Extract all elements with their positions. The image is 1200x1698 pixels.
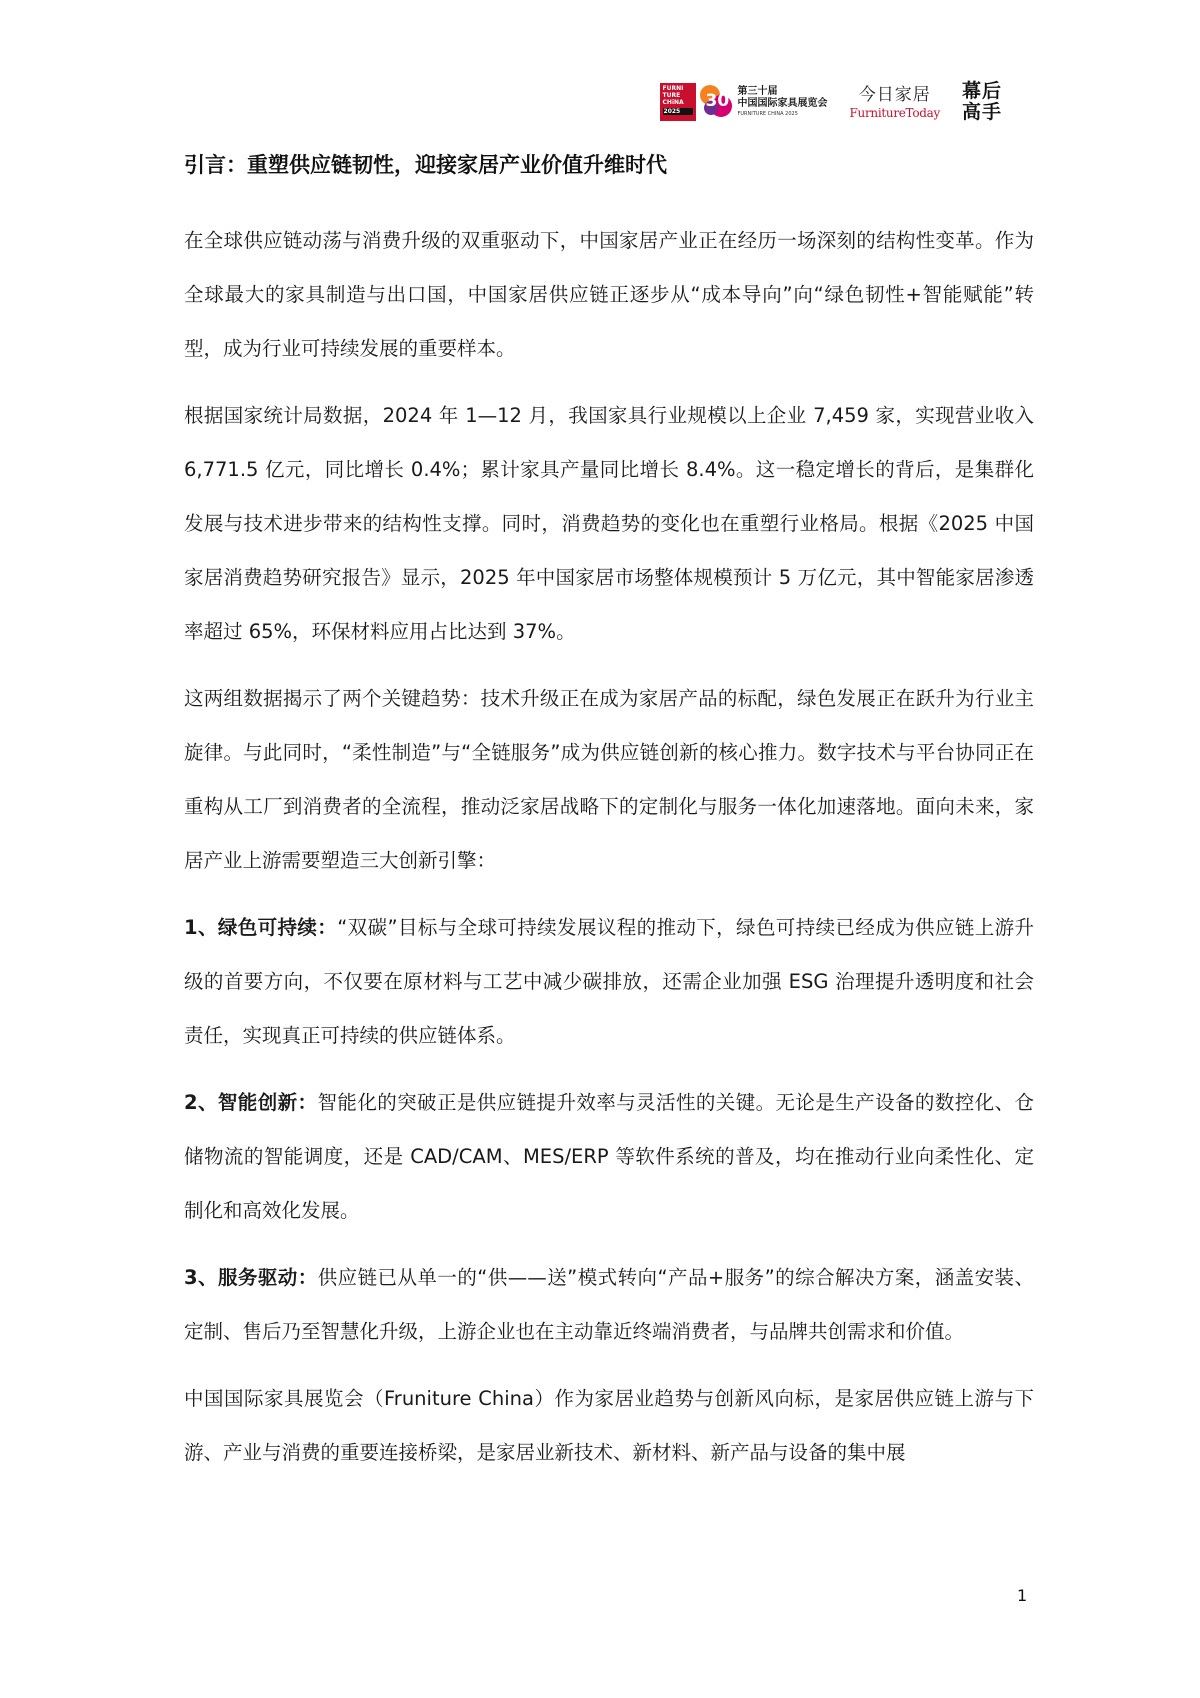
paragraph-statistics: 根据国家统计局数据，2024 年 1—12 月，我国家具行业规模以上企业 7,459 家，实现营业收入 6,771.5 亿元，同比增长 0.4%；累计家具产量同比增长 8.4%。这一稳定增长的背后，是集群化发展与技术进步带来的结构性支撑。同时，消费趋势的变化也在重塑行业格局。根据《2025 中国家居消费趋势研究报告》显示，2025 年中国家居市场整体规模预计 5 万亿元，其中智能家居渗透率超过 65%，环保材料应用占比达到 37%。 — [184, 404, 1034, 643]
furniture-today-cn: 今日家居 — [858, 85, 931, 105]
fc-badge-year: 2025 — [663, 108, 693, 115]
fc-edition: 第三十届 — [737, 86, 778, 97]
paragraph-green-sustainability — [184, 901, 1034, 1063]
furniture-today-logo — [850, 84, 940, 120]
section-heading: 引言：重塑供应链韧性，迎接家居产业价值升维时代 — [184, 153, 667, 177]
muhou-line-2: 高手 — [961, 101, 1002, 123]
smart-innovation-label: 2、智能创新： — [184, 1091, 318, 1114]
fc-name-cn: 中国国际家具展览会 — [737, 98, 828, 109]
service-driven-text: 供应链已从单一的“供——送”模式转向“产品+服务”的综合解决方案，涵盖安装、定制、售后乃至智慧化升级，上游企业也在主动靠近终端消费者，与品牌共创需求和价值。 — [184, 1266, 1035, 1343]
paragraph-furniture-china: 中国国际家具展览会（Fruniture China）作为家居业趋势与创新风向标，是家居供应链上游与下游、产业与消费的重要连接桥梁，是家居业新技术、新材料、新产品与设备的集中展 — [184, 1387, 1034, 1464]
service-driven-label: 3、服务驱动： — [184, 1266, 318, 1289]
fc-badge-line-2: TURE — [662, 92, 681, 99]
page-number: 1 — [1017, 1586, 1028, 1605]
document-body — [184, 150, 1034, 1493]
furniture-today-en: FurnitureToday — [849, 106, 940, 120]
muhou-line-1: 幕后 — [961, 80, 1002, 102]
paragraph-intro: 在全球供应链动荡与消费升级的双重驱动下，中国家居产业正在经历一场深刻的结构性变革。作为全球最大的家具制造与出口国，中国家居供应链正逐步从“成本导向”向“绿色韧性+智能赋能”转型，成为行业可持续发展的重要样本。 — [184, 229, 1034, 360]
thirtieth-anniversary-icon — [700, 83, 734, 121]
fc-badge-line-1: FURNI — [662, 85, 684, 92]
fc-name-en: FURNITURE CHINA 2025 — [737, 111, 798, 117]
paragraph-service-driven — [184, 1251, 1034, 1359]
fc-badge-line-3: CHiNA — [662, 99, 684, 106]
anniversary-number: 30 — [705, 91, 730, 111]
furniture-china-wordmark — [738, 86, 828, 118]
smart-innovation-text: 智能化的突破正是供应链提升效率与灵活性的关键。无论是生产设备的数控化、仓储物流的智能调度，还是 CAD/CAM、MES/ERP 等软件系统的普及，均在推动行业向柔性化、定制化和高效化发展。 — [184, 1091, 1034, 1222]
muhou-gaoshou-logo — [962, 81, 1002, 123]
paragraph-smart-innovation — [184, 1076, 1034, 1238]
green-sustainability-label: 1、绿色可持续： — [184, 916, 338, 939]
furniture-china-badge — [660, 83, 696, 121]
header-logos — [660, 80, 1002, 124]
green-sustainability-text: “双碳”目标与全球可持续发展议程的推动下，绿色可持续已经成为供应链上游升级的首要方向，不仅要在原材料与工艺中减少碳排放，还需企业加强 ESG 治理提升透明度和社会责任，实现真正可持续的供应链体系。 — [184, 916, 1034, 1047]
furniture-china-logo — [660, 83, 828, 121]
paragraph-trends: 这两组数据揭示了两个关键趋势：技术升级正在成为家居产品的标配，绿色发展正在跃升为行业主旋律。与此同时，“柔性制造”与“全链服务”成为供应链创新的核心推力。数字技术与平台协同正在重构从工厂到消费者的全流程，推动泛家居战略下的定制化与服务一体化加速落地。面向未来，家居产业上游需要塑造三大创新引擎： — [184, 687, 1034, 872]
